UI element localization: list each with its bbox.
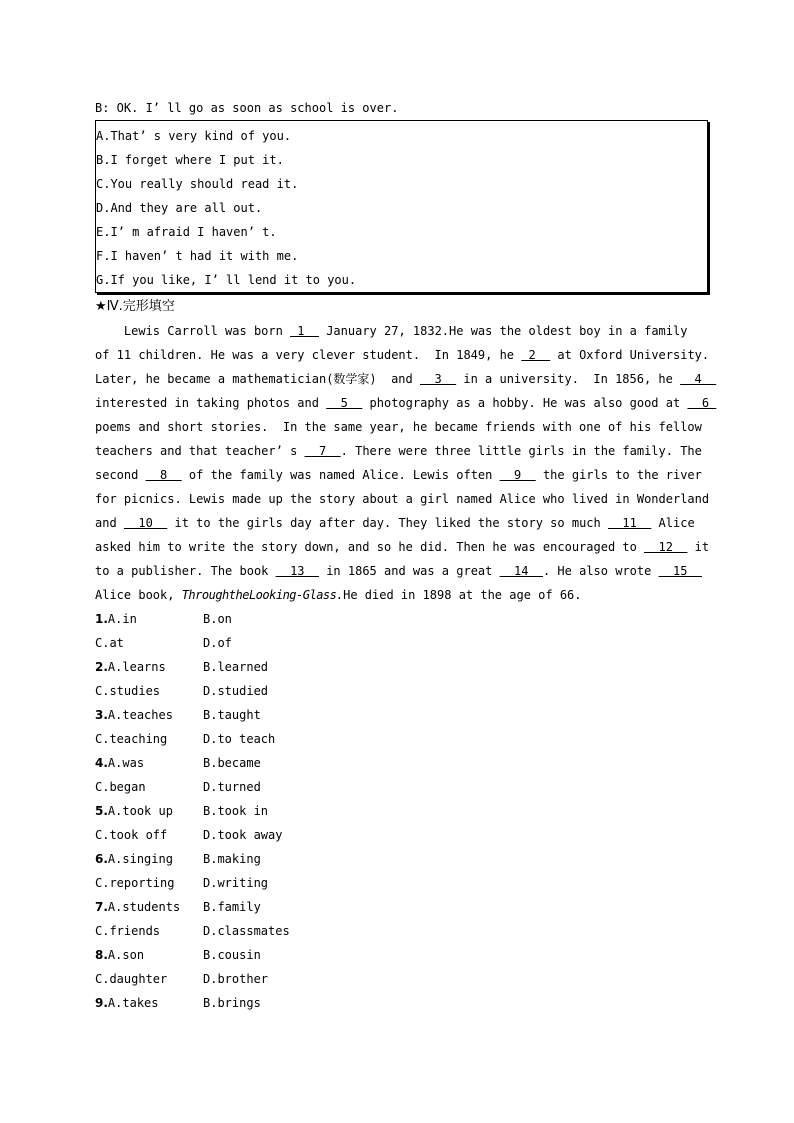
passage-line (95, 535, 710, 559)
question-1-cd (95, 631, 707, 655)
question-list (95, 607, 707, 1015)
choice-c: C.teaching (95, 732, 168, 746)
choice-a: A.singing (107, 852, 173, 866)
book-title: ThroughtheLooking-Glass. (181, 588, 344, 602)
question-3 (95, 703, 707, 727)
text: of the family was named Alice. Lewis often (181, 468, 500, 482)
question-number: 7. (95, 900, 108, 914)
text: to a publisher. The book (95, 564, 276, 578)
choice-b: B.took in (203, 804, 269, 818)
question-4 (95, 751, 707, 775)
choice-b: B.brings (203, 996, 261, 1010)
text: in a university. In 1856, he (456, 372, 681, 386)
question-1 (95, 607, 707, 631)
question-8-cd (95, 967, 707, 991)
text: of 11 children. He was a very clever student. In 1849, he (95, 348, 522, 362)
choice-a: A.took up (107, 804, 173, 818)
question-3-cd (95, 727, 707, 751)
choice-a: A.students (107, 900, 181, 914)
text: and (95, 516, 124, 530)
passage-line (95, 583, 707, 607)
text: at Oxford University. (550, 348, 710, 362)
dialogue-line: B: OK. I’ ll go as soon as school is over. (95, 101, 399, 115)
text: Lewis Carroll was born (95, 324, 291, 338)
question-7-cd (95, 919, 707, 943)
blank-13: 13 (275, 564, 319, 578)
question-4-cd (95, 775, 707, 799)
blank-2: 2 (521, 348, 551, 362)
passage-line (95, 415, 707, 439)
option-g: G.If you like, I’ ll lend it to you. (96, 273, 357, 287)
question-6-cd (95, 871, 707, 895)
choice-a: A.son (107, 948, 145, 962)
worksheet-page (95, 96, 717, 1015)
question-5 (95, 799, 707, 823)
text: . There were three little girls in the family. The (340, 444, 702, 458)
question-number: 5. (95, 804, 108, 818)
blank-12: 12 (644, 540, 688, 554)
blank-3: 3 (420, 372, 457, 386)
passage-line (95, 319, 707, 343)
choice-a: A.takes (107, 996, 159, 1010)
choice-a: A.teaches (107, 708, 173, 722)
text: photography as a hobby. He was also good at (362, 396, 688, 410)
passage-line (95, 343, 710, 367)
blank-10: 10 (123, 516, 168, 530)
text: Alice (651, 516, 695, 530)
text: Alice book, (95, 588, 182, 602)
option-f: F.I haven’ t had it with me. (96, 249, 299, 263)
question-6 (95, 847, 707, 871)
options-box (95, 120, 708, 293)
passage-line (95, 487, 710, 511)
text: asked him to write the story down, and so he did. Then he was encouraged to (95, 540, 645, 554)
choice-c: C.friends (95, 924, 161, 938)
choice-c: C.daughter (95, 972, 168, 986)
blank-5: 5 (326, 396, 363, 410)
text: for picnics. Lewis made up the story about a girl named Alice who lived in Wonderland (95, 492, 710, 506)
choice-b: B.became (203, 756, 261, 770)
option-c: C.You really should read it. (96, 177, 299, 191)
text: . He also wrote (542, 564, 659, 578)
text: Later, he became a mathematician(数学家) and (95, 372, 420, 386)
choice-c: C.studies (95, 684, 161, 698)
question-number: 2. (95, 660, 108, 674)
choice-a: A.learns (107, 660, 166, 674)
choice-d: D.classmates (203, 924, 290, 938)
option-b: B.I forget where I put it. (96, 153, 284, 167)
choice-b: B.family (203, 900, 261, 914)
text: in 1865 and was a great (318, 564, 500, 578)
text: interested in taking photos and (95, 396, 327, 410)
question-number: 4. (95, 756, 108, 770)
text: second (95, 468, 146, 482)
question-2 (95, 655, 707, 679)
choice-b: B.learned (203, 660, 269, 674)
choice-c: C.took off (95, 828, 168, 842)
question-2-cd (95, 679, 707, 703)
text: He died in 1898 at the age of 66. (343, 588, 582, 602)
question-7 (95, 895, 707, 919)
passage-line (95, 391, 717, 415)
choice-c: C.began (95, 780, 146, 794)
question-number: 1. (95, 612, 108, 626)
choice-b: B.on (203, 612, 232, 626)
passage-line (95, 367, 717, 391)
blank-9: 9 (499, 468, 536, 482)
choice-d: D.writing (203, 876, 269, 890)
text: teachers and that teacher’ s (95, 444, 305, 458)
question-number: 9. (95, 996, 108, 1010)
section-title: ★Ⅳ.完形填空 (95, 299, 175, 314)
choice-d: D.to teach (203, 732, 276, 746)
passage-line (95, 559, 707, 583)
question-5-cd (95, 823, 707, 847)
option-e: E.I’ m afraid I haven’ t. (96, 225, 277, 239)
blank-4: 4 (680, 372, 717, 386)
choice-c: C.reporting (95, 876, 175, 890)
blank-11: 11 (607, 516, 652, 530)
question-number: 8. (95, 948, 108, 962)
question-number: 3. (95, 708, 108, 722)
blank-15: 15 (658, 564, 702, 578)
text: the girls to the river (535, 468, 702, 482)
passage-line (95, 439, 707, 463)
option-d: D.And they are all out. (96, 201, 263, 215)
choice-a: A.was (107, 756, 145, 770)
choice-a: A.in (107, 612, 137, 626)
blank-1: 1 (290, 324, 319, 338)
question-number: 6. (95, 852, 108, 866)
choice-b: B.making (203, 852, 261, 866)
passage-line (95, 511, 707, 535)
choice-d: D.brother (203, 972, 269, 986)
choice-d: D.turned (203, 780, 261, 794)
choice-b: B.cousin (203, 948, 261, 962)
choice-d: D.of (203, 636, 232, 650)
choice-d: D.studied (203, 684, 269, 698)
choice-d: D.took away (203, 828, 283, 842)
cloze-passage (95, 319, 717, 607)
option-a: A.That’ s very kind of you. (96, 129, 292, 143)
blank-14: 14 (499, 564, 543, 578)
text: poems and short stories. In the same year, he became friends with one of his fellow (95, 420, 702, 434)
text: it (687, 540, 710, 554)
blank-7: 7 (304, 444, 341, 458)
passage-line (95, 463, 707, 487)
question-8 (95, 943, 707, 967)
blank-8: 8 (145, 468, 182, 482)
question-9 (95, 991, 707, 1015)
text: January 27, 1832.He was the oldest boy in a family (318, 324, 688, 338)
text: it to the girls day after day. They liked the story so much (167, 516, 608, 530)
blank-6: 6 (687, 396, 717, 410)
choice-c: C.at (95, 636, 124, 650)
choice-b: B.taught (203, 708, 261, 722)
